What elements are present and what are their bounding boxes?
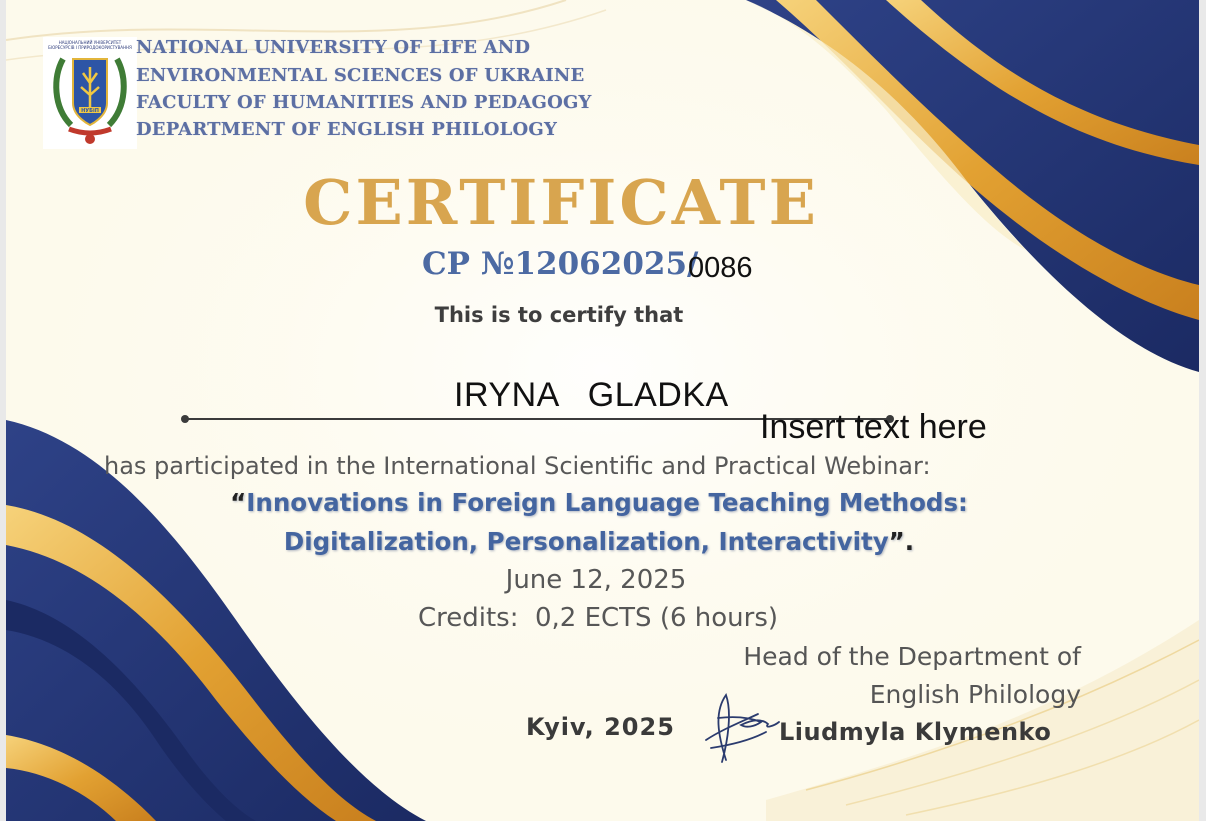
faculty-line: FACULTY OF HUMANITIES AND PEDAGOGY [136,92,592,113]
svg-text:БІОРЕСУРСІВ І ПРИРОДОКОРИСТУВА: БІОРЕСУРСІВ І ПРИРОДОКОРИСТУВАННЯ [48,45,132,50]
close-quote: ”. [888,527,915,556]
certificate-page [6,0,1199,821]
insert-text-placeholder[interactable]: Insert text here [760,408,987,446]
head-title-line-2: English Philology [869,680,1081,709]
department-line: DEPARTMENT OF ENGLISH PHILOLOGY [136,119,557,140]
svg-text:НУБіП: НУБіП [81,108,99,114]
head-title-line-1: Head of the Department of [743,642,1081,671]
webinar-topic-line-1 [6,488,1192,517]
topic-text-1: Innovations in Foreign Language Teaching Methods: [246,488,968,517]
svg-text:НАЦІОНАЛЬНИЙ УНІВЕРСИТЕТ: НАЦІОНАЛЬНИЙ УНІВЕРСИТЕТ [58,40,122,45]
line-dot-left [181,415,189,423]
place-year: Kyiv, 2025 [526,713,675,741]
certificate-number-prefix: CP №12062025/ [422,246,699,282]
credits-info: Credits: 0,2 ECTS (6 hours) [417,603,779,633]
university-crest-icon [43,37,137,149]
university-line-1: NATIONAL UNIVERSITY OF LIFE AND [136,37,531,58]
certify-statement: This is to certify that [434,303,684,327]
participation-statement: has participated in the International Scientific and Practical Webinar: [104,452,931,480]
certificate-number-field[interactable]: 0086 [688,252,753,284]
topic-text-2: Digitalization, Personalization, Interactivity [283,527,889,556]
university-line-2: ENVIRONMENTAL SCIENCES OF UKRAINE [136,65,585,86]
webinar-topic-line-2 [6,527,1192,556]
certificate-title: CERTIFICATE [303,166,819,239]
webinar-date: June 12, 2025 [505,565,687,595]
open-quote: “ [230,488,247,517]
signer-name: Liudmyla Klymenko [779,718,1052,746]
recipient-name-field[interactable]: IRYNA GLADKA [454,376,729,414]
